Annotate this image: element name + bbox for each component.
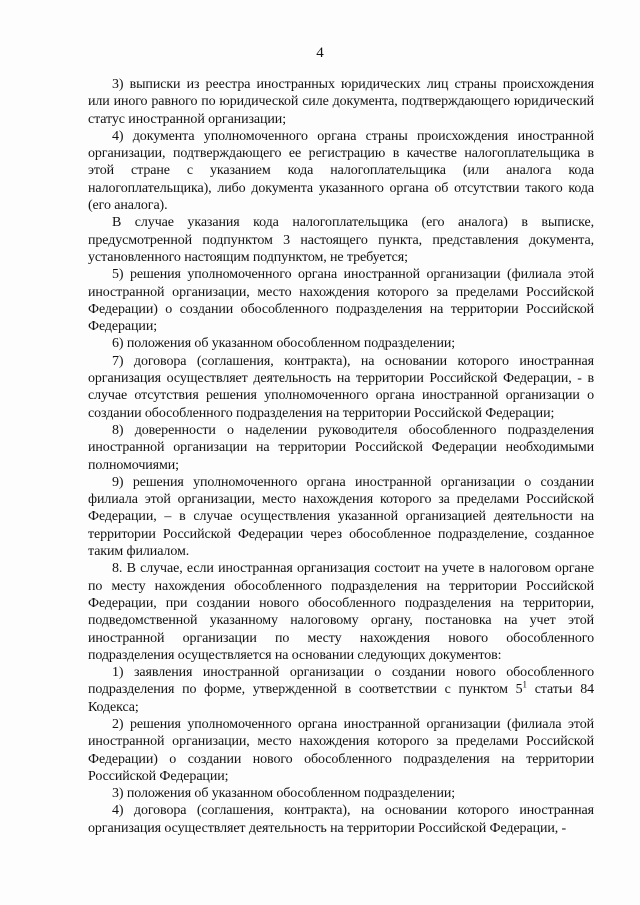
- document-body: [88, 76, 594, 837]
- paragraph-item-2-decision: 2) решения уполномоченного органа иностранной организации (филиала этой иностранной организации, место нахождения которого за пределами Российской Федерации) о создании нового обособленного подразделения на территории Российской Федерации;: [88, 716, 594, 784]
- paragraph-item-9-branch-decision: 9) решения уполномоченного органа иностранной организации о создании филиала этой организации, место нахождения которого за пределами Российской Федерации, – в случае осуществления указанной организацией деятельности на территории Российской Федерации через обособленное подразделение, созданное таким филиалом.: [88, 474, 594, 560]
- item-1-text-before: 1) заявления иностранной организации о создании нового обособленного подразделения по форме, утвержденной в соответствии с пунктом 5: [88, 665, 594, 698]
- paragraph-item-4-contract: 4) договора (соглашения, контракта), на основании которого иностранная организация осуществляет деятельность на территории Российской Федерации, -: [88, 803, 594, 836]
- paragraph-item-7-contract: 7) договора (соглашения, контракта), на основании которого иностранная организация осуществляет деятельность на территории Российской Федерации, - в случае отсутствия решения уполномоченного органа иностранной организации о создании обособленного подразделения на территории Российской Федерации;: [88, 353, 594, 421]
- paragraph-item-6-regulation: 6) положения об указанном обособленном подразделении;: [112, 336, 456, 352]
- item-1-superscript: 1: [522, 679, 527, 690]
- paragraph-item-3-regulation: 3) положения об указанном обособленном подразделении;: [112, 786, 456, 802]
- paragraph-item-5-decision: 5) решения уполномоченного органа иностранной организации (филиала этой иностранной организации, место нахождения которого за пределами Российской Федерации) о создании обособленного подразделения на территории Российской Федерации;: [88, 267, 594, 335]
- paragraph-section-8: 8. В случае, если иностранная организация состоит на учете в налоговом органе по месту нахождения обособленного подразделения на территории Российской Федерации, при создании нового обособленного подразделения на территории, подведомственной указанному налоговому органу, постановка на учет этой иностранной организации по месту нахождения нового обособленного подразделения осуществляется на основании следующих документов:: [88, 561, 594, 663]
- paragraph-item-3-registry-extract: 3) выписки из реестра иностранных юридических лиц страны происхождения или иного равного по юридической силе документа, подтверждающего юридический статус иностранной организации;: [88, 77, 594, 127]
- paragraph-item-1-application: [88, 664, 594, 716]
- paragraph-item-8-power-of-attorney: 8) доверенности о наделении руководителя обособленного подразделения иностранной организации на территории Российской Федерации необходимыми полномочиями;: [88, 422, 594, 473]
- paragraph-item-4-tax-registration: 4) документа уполномоченного органа страны происхождения иностранной организации, подтверждающего ее регистрацию в качестве налогоплательщика в этой стране с указанием кода налогоплательщика (или аналога кода налогоплательщика), либо документа указанного органа об отсутствии такого кода (его аналога).: [88, 128, 594, 214]
- page-number: 4: [316, 45, 324, 61]
- item-1-text-after: статьи 84 Кодекса;: [88, 682, 594, 715]
- paragraph-taxpayer-code-note: В случае указания кода налогоплательщика (его аналога) в выписке, предусмотренной подпунктом 3 настоящего пункта, представления документа, установленного настоящим подпунктом, не требуется;: [88, 215, 594, 265]
